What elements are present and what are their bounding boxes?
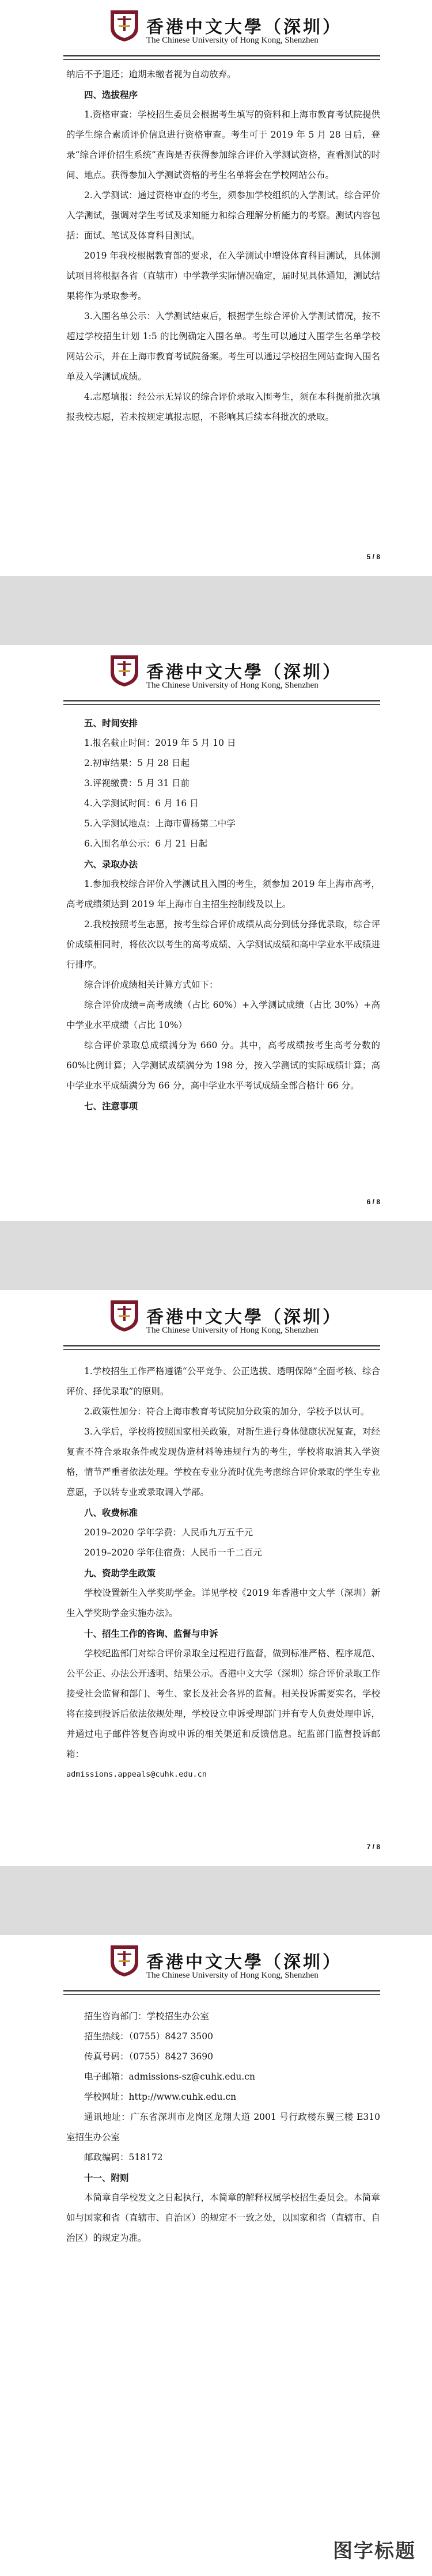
paragraph: 学校设置新生入学奖助学金。详见学校《2019 年香港中文大学（深圳）新生入学奖助学金实施办法》。 [66,1588,380,1618]
paragraph: 学校网址：http://www.cuhk.edu.cn [84,2092,237,2102]
page-header [0,1935,432,1993]
header-rule [63,1990,380,1991]
paragraph: 3.入学后，学校将按照国家相关政策，对新生进行身体健康状况复查，对经复查不符合录取条件或发现伪造材料等违规行为的考生，学校将取消其入学资格，情节严重者依法处理。学校在专业分流时优先考虑综合评价录取的学生专业意愿，予以转专业或录取调入学部。 [66,1427,380,1497]
paragraph: admissions.appeals@cuhk.edu.cn [66,1770,207,1779]
section-heading: 八、收费标准 [84,1507,138,1518]
paragraph: 2019–2020 学年住宿费：人民币一千二百元 [84,1547,262,1558]
header-rule-thin [63,1994,380,1995]
paragraph: 1.学校招生工作严格遵循“公平竞争、公正选拔、透明保障”全面考核、综合评价、择优录取”的原则。 [66,1366,380,1397]
university-crest-icon [108,1943,141,1978]
paragraph: 综合评价录取总成绩满分为 660 分。其中，高考成绩按考生高考分数的 60%比例计算；入学测试成绩满分为 198 分，按入学测试的实际成绩计算；高中学业水平成绩满分为 66 分，高中学业水平考试成绩全部合格计 66 分。 [66,1040,380,1091]
university-name-cn: 香港中文大學（深圳） [146,662,342,682]
page-content [66,713,380,1116]
header-rule-thin [63,704,380,705]
university-name-cn: 香港中文大學（深圳） [146,17,342,37]
paragraph: 4.志愿填报：经公示无异议的综合评价录取入围考生，须在本科提前批次填报我校志愿，若未按规定填报志愿，不影响其后续本科批次的录取。 [66,392,380,422]
page-number: 7 / 8 [366,1843,380,1851]
paragraph: 综合评价成绩相关计算方式如下： [84,980,218,990]
paragraph: 2.初审结果：5 月 28 日起 [84,758,190,768]
paragraph: 2019–2020 学年学费：人民币九万五千元 [84,1527,253,1538]
paragraph: 2.政策性加分：符合上海市教育考试院加分政策的加分，学校予以认可。 [84,1406,370,1417]
page-header [0,645,432,703]
paragraph: 本简章自学校发文之日起执行，本简章的解释权属学校招生委员会。本简章如与国家和省（直辖市、自治区）的规定不一致之处，以国家和省（直辖市、自治区）的规定为准。 [66,2192,380,2243]
paragraph: 通讯地址：广东省深圳市龙岗区龙翔大道 2001 号行政楼东翼三楼 E310 室招生办公室 [66,2112,380,2142]
site-watermark: 图字标题 [333,2540,416,2563]
paragraph: 学校纪监部门对综合评价录取全过程进行监督，做到标准严格、程序规范、公平公正、办法公开透明、结果公示。香港中文大学（深圳）综合评价录取工作接受社会监督和部门、考生、家长及社会各界的监督。相关投诉需要实名，学校将在接到投诉后依法依规处理，学校设立申诉受理部门并有专人负责处理申诉，并通过电子邮件答复咨询或申诉的相关渠道和反馈信息。纪监部门监督投诉邮箱： [66,1648,380,1759]
section-heading: 十一、附则 [84,2172,129,2183]
page-content [66,2006,380,2248]
paragraph: 6.入围名单公示：6 月 21 日起 [84,839,208,849]
document-page-1 [0,0,432,576]
university-name-en: The Chinese University of Hong Kong, Shenzhen [146,1971,319,1980]
page-content [66,65,380,427]
header-rule [63,55,380,56]
page-number: 6 / 8 [366,1198,380,1206]
section-heading: 五、时间安排 [84,718,138,729]
university-crest-icon [108,8,141,43]
header-rule-thin [63,59,380,60]
paragraph: 1.资格审查：学校招生委员会根据考生填写的资料和上海市教育考试院提供的学生综合素质评价信息进行资格审查。考生可于 2019 年 5 月 28 日后，登录“综合评价招生系统”查询是否获得参加综合评价入学测试资格，查看测试的时间、地点。获得参加入学测试资格的考生名单将会在学校网站公布。 [66,109,380,180]
header-rule [63,700,380,701]
section-heading: 十、招生工作的咨询、监督与申诉 [84,1628,218,1639]
paragraph: 3.入围名单公示：入学测试结束后，根据学生综合评价入学测试情况，按不超过学校招生计划 1:5 的比例确定入围名单。考生可以通过入围学生名单学校网站公示，并在上海市教育考试院备案。考生可以通过学校招生网站查询入围名单及入学测试成绩。 [66,311,380,382]
paragraph: 综合评价成绩=高考成绩（占比 60%）+入学测试成绩（占比 30%）+高中学业水平成绩（占比 10%） [66,1000,380,1030]
document-page-3 [0,1290,432,1866]
section-heading: 六、录取办法 [84,859,138,870]
paragraph: 1.参加我校综合评价入学测试且入围的考生，须参加 2019 年上海市高考，高考成绩须达到 2019 年上海市自主招生控制线及以上。 [66,879,380,909]
paragraph: 1.报名截止时间：2019 年 5 月 10 日 [84,738,236,748]
page-content [66,1361,380,1785]
paragraph: 2.入学测试：通过资格审查的考生，须参加学校组织的入学测试。综合评价入学测试，强调对学生考试及求知能力和综合理解分析能力的考察。测试内容包括：面试、笔试及体育科目测试。 [66,190,380,241]
page-number: 5 / 8 [366,553,380,561]
university-name-en: The Chinese University of Hong Kong, Shenzhen [146,1326,319,1335]
paragraph: 4.入学测试时间：6 月 16 日 [84,798,199,809]
section-heading: 七、注意事项 [84,1101,138,1111]
section-heading: 九、资助学生政策 [84,1568,156,1579]
paragraph: 纳后不予退还；逾期未缴者视为自动放弃。 [66,69,236,79]
page-header [0,0,432,58]
paragraph: 招生咨询部门：学校招生办公室 [84,2011,210,2021]
university-crest-icon [108,1298,141,1333]
university-name-en: The Chinese University of Hong Kong, Shenzhen [146,36,319,45]
university-name-en: The Chinese University of Hong Kong, Shenzhen [146,681,319,690]
paragraph: 邮政编码：518172 [84,2152,163,2163]
document-page-4 [0,1935,432,2576]
paragraph: 电子邮箱：admissions-sz@cuhk.edu.cn [84,2072,255,2082]
paragraph: 传真号码：（0755）8427 3690 [84,2051,214,2062]
university-name-cn: 香港中文大學（深圳） [146,1952,342,1972]
document-page-2 [0,645,432,1221]
paragraph: 招生热线：（0755）8427 3500 [84,2031,214,2042]
paragraph: 2.我校按照考生志愿，按考生综合评价成绩从高分到低分择优录取，综合评价成绩相同时，将依次以考生的高考成绩、入学测试成绩和高中学业水平成绩进行排序。 [66,919,380,970]
paragraph: 3.评视缴费：5 月 31 日前 [84,778,190,788]
paragraph: 2019 年我校根据教育部的要求，在入学测试中增设体育科目测试，具体测试项目将根据各省（直辖市）中学教学实际情况确定，届时见具体通知，测试结果将作为录取参考。 [66,251,380,301]
paragraph: 5.入学测试地点：上海市曹杨第二中学 [84,818,236,829]
page-header [0,1290,432,1348]
university-crest-icon [108,653,141,688]
section-heading: 四、选拔程序 [84,89,138,100]
header-rule-thin [63,1349,380,1350]
university-name-cn: 香港中文大學（深圳） [146,1307,342,1327]
header-rule [63,1345,380,1346]
